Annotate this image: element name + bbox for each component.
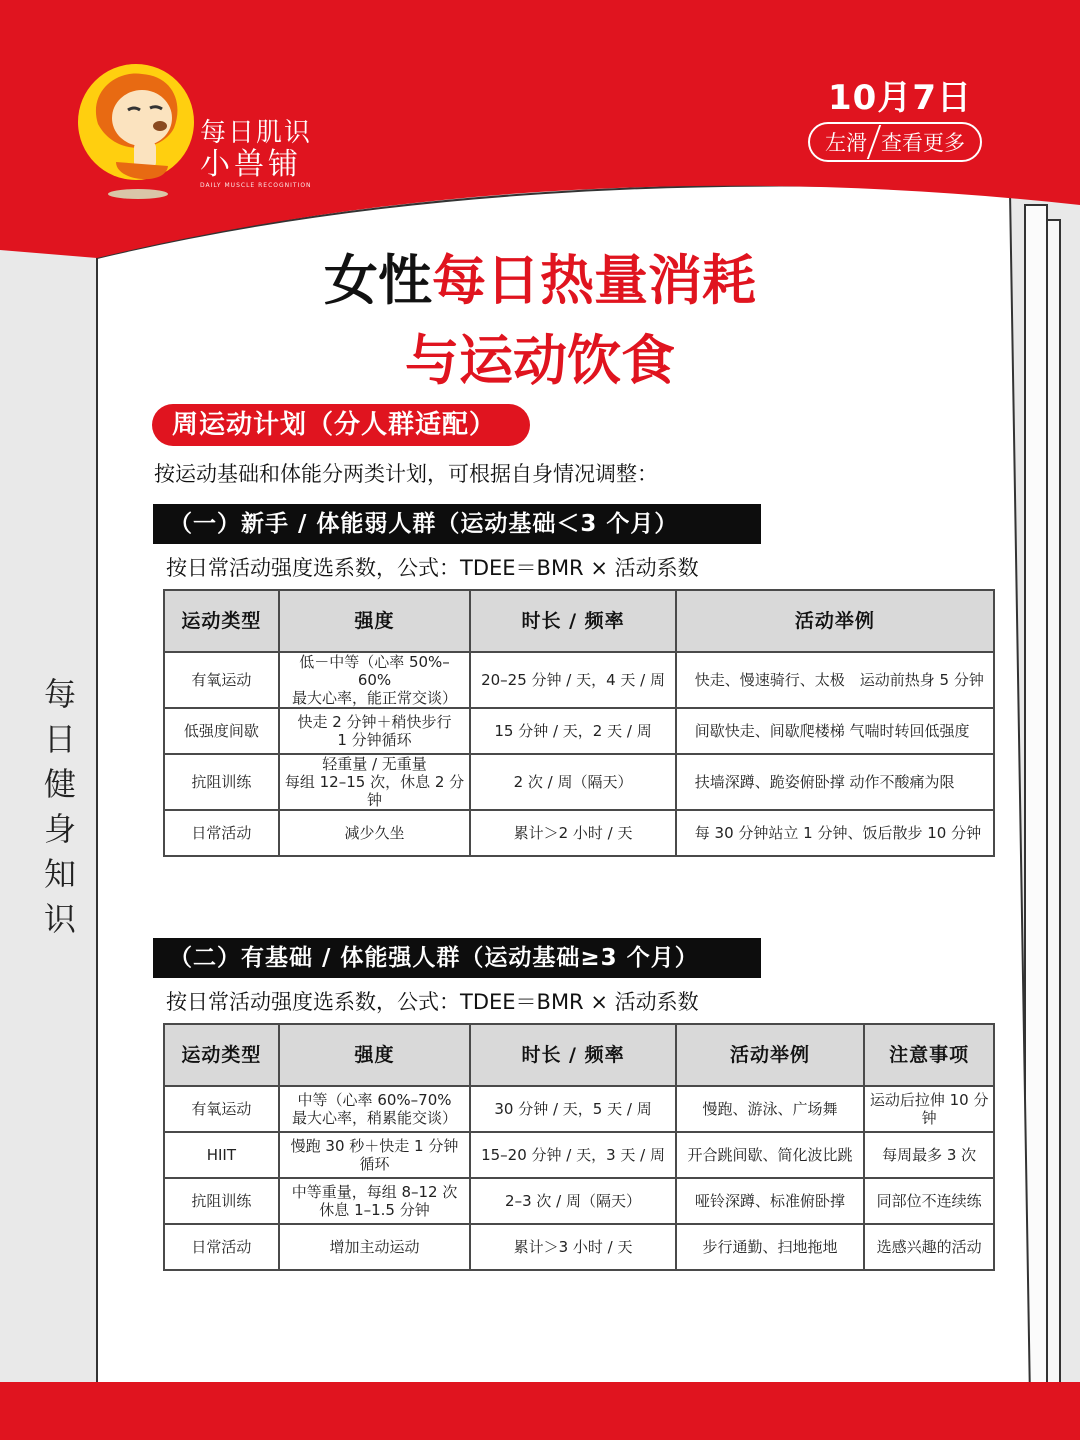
table-header-cell: 强度 (279, 590, 471, 652)
table-cell: 开合跳间歇、简化波比跳 (676, 1132, 865, 1178)
table-cell: 选感兴趣的活动 (864, 1224, 994, 1270)
table-header-cell: 运动类型 (164, 590, 279, 652)
table-cell: 20–25 分钟 / 天，4 天 / 周 (470, 652, 675, 708)
plan2-table (163, 1023, 995, 1271)
swipe-left-label: 左滑 (825, 131, 867, 155)
post-date: 10月7日 (828, 78, 972, 118)
page-title-line1 (0, 238, 1080, 315)
table-cell: 间歇快走、间歇爬楼梯 气喘时转回低强度 (676, 708, 994, 754)
table-cell: 每 30 分钟站立 1 分钟、饭后散步 10 分钟 (676, 810, 994, 856)
table-header-row (164, 1024, 994, 1086)
table-cell: 有氧运动 (164, 1086, 279, 1132)
side-char: 健 (43, 765, 76, 803)
table-cell: 步行通勤、扫地拖地 (676, 1224, 865, 1270)
table-row (164, 810, 994, 856)
table-cell: 运动后拉伸 10 分钟 (864, 1086, 994, 1132)
table-row (164, 754, 994, 810)
table-cell: 15 分钟 / 天，2 天 / 周 (470, 708, 675, 754)
side-char: 识 (43, 900, 76, 938)
title-black: 女性 (324, 249, 432, 312)
table-cell: 30 分钟 / 天，5 天 / 周 (470, 1086, 675, 1132)
swipe-more-button[interactable] (808, 122, 982, 162)
table-cell: 快走、慢速骑行、太极 运动前热身 5 分钟 (676, 652, 994, 708)
table-cell: 哑铃深蹲、标准俯卧撑 (676, 1178, 865, 1224)
plan1-table (163, 589, 995, 857)
side-char: 身 (43, 810, 76, 848)
side-char: 知 (43, 855, 76, 893)
table-cell: 快走 2 分钟＋稍快步行 1 分钟循环 (279, 708, 471, 754)
lion-mascot-icon (76, 62, 196, 202)
table-header-cell: 时长 / 频率 (470, 1024, 675, 1086)
swipe-right-label: 查看更多 (881, 131, 965, 155)
table-cell: 中等重量，每组 8–12 次 休息 1–1.5 分钟 (279, 1178, 471, 1224)
table-cell: 减少久坐 (279, 810, 471, 856)
page-title-line2: 与运动饮食 (405, 329, 675, 392)
section-intro: 按运动基础和体能分两类计划，可根据自身情况调整： (154, 462, 658, 486)
table-cell: 增加主动运动 (279, 1224, 471, 1270)
side-char: 日 (43, 720, 76, 758)
table-cell: 有氧运动 (164, 652, 279, 708)
table-cell: 2 次 / 周（隔天） (470, 754, 675, 810)
table-row (164, 1178, 994, 1224)
table-row (164, 1132, 994, 1178)
table-cell: HIIT (164, 1132, 279, 1178)
section-pill: 周运动计划（分人群适配） (152, 404, 530, 446)
title-red: 每日热量消耗 (432, 249, 756, 312)
brand-name (200, 118, 312, 189)
table-row (164, 708, 994, 754)
table-cell: 扶墙深蹲、跪姿俯卧撑 动作不酸痛为限 (676, 754, 994, 810)
plan1-banner: （一）新手 / 体能弱人群（运动基础＜3 个月） (153, 504, 761, 544)
brand-line1: 每日肌识 (200, 118, 313, 148)
table-cell: 累计＞3 小时 / 天 (470, 1224, 675, 1270)
table-row (164, 652, 994, 708)
table-header-cell: 注意事项 (864, 1024, 994, 1086)
table-header-cell: 活动举例 (676, 590, 994, 652)
table-header-cell: 强度 (279, 1024, 471, 1086)
divider (867, 125, 881, 159)
table-cell: 2–3 次 / 周（隔天） (470, 1178, 675, 1224)
table-cell: 抗阻训练 (164, 754, 279, 810)
plan2-banner: （二）有基础 / 体能强人群（运动基础≥3 个月） (153, 938, 761, 978)
table-cell: 慢跑 30 秒＋快走 1 分钟 循环 (279, 1132, 471, 1178)
table-header-cell: 时长 / 频率 (470, 590, 675, 652)
table-row (164, 1086, 994, 1132)
plan1-formula: 按日常活动强度选系数，公式：TDEE＝BMR × 活动系数 (166, 556, 699, 580)
table-cell: 抗阻训练 (164, 1178, 279, 1224)
table-cell: 低强度间歇 (164, 708, 279, 754)
table-row (164, 1224, 994, 1270)
side-char: 每 (43, 675, 76, 713)
table-header-cell: 活动举例 (676, 1024, 865, 1086)
table-header-cell: 运动类型 (164, 1024, 279, 1086)
table-cell: 日常活动 (164, 810, 279, 856)
brand-logo (76, 62, 196, 202)
table-cell: 累计＞2 小时 / 天 (470, 810, 675, 856)
table-cell: 低－中等（心率 50%–60% 最大心率，能正常交谈） (279, 652, 471, 708)
brand-line3: DAILY MUSCLE RECOGNITION (200, 182, 312, 189)
table-cell: 同部位不连续练 (864, 1178, 994, 1224)
plan2-formula: 按日常活动强度选系数，公式：TDEE＝BMR × 活动系数 (166, 990, 699, 1014)
table-cell: 慢跑、游泳、广场舞 (676, 1086, 865, 1132)
table-cell: 每周最多 3 次 (864, 1132, 994, 1178)
table-header-row (164, 590, 994, 652)
table-cell: 15–20 分钟 / 天，3 天 / 周 (470, 1132, 675, 1178)
side-vertical-label (38, 672, 82, 942)
table-cell: 中等（心率 60%–70% 最大心率，稍累能交谈） (279, 1086, 471, 1132)
brand-line2: 小兽铺 (200, 147, 302, 182)
red-footer-band (0, 1382, 1080, 1440)
table-cell: 轻重量 / 无重量 每组 12–15 次，休息 2 分钟 (279, 754, 471, 810)
table-cell: 日常活动 (164, 1224, 279, 1270)
